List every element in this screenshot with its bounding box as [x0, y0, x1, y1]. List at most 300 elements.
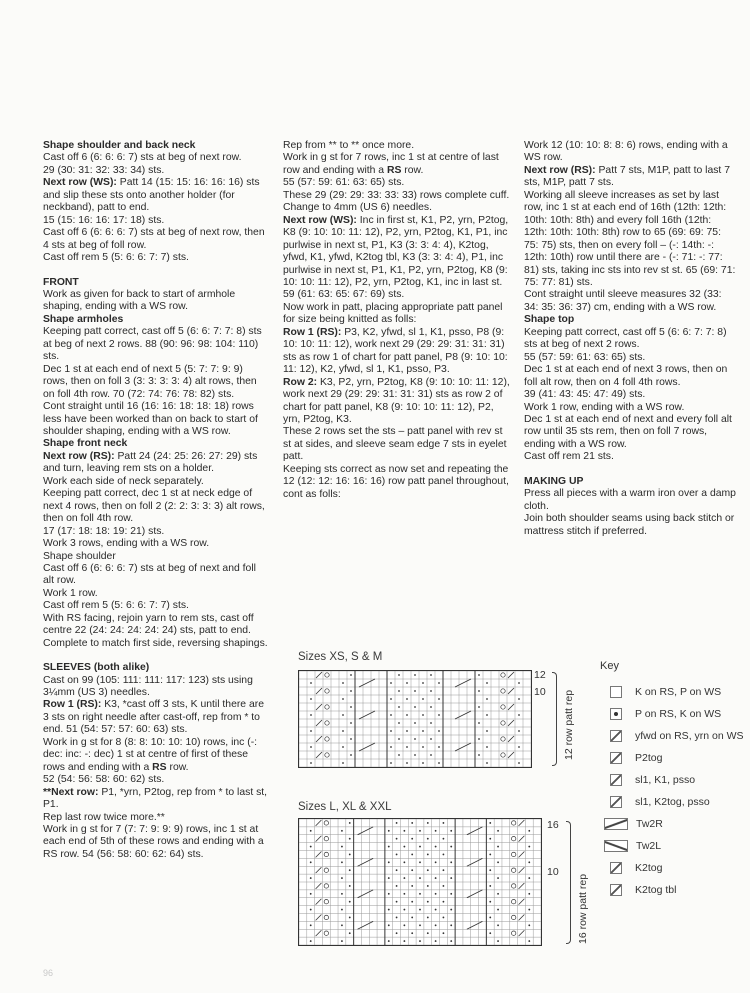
- yfwd-mark: [325, 721, 329, 725]
- purl-dot: [350, 722, 352, 724]
- purl-dot: [349, 932, 351, 934]
- purl-dot: [349, 901, 351, 903]
- key-label: yfwd on RS, yrn on WS: [635, 730, 744, 742]
- purl-dot: [388, 924, 390, 926]
- purl-dot: [411, 901, 413, 903]
- purl-dot: [518, 730, 520, 732]
- purl-dot: [310, 746, 312, 748]
- paragraph-text: Keeping patt correct, cast off 5 (6: 6: 7: 7: 8) sts at beg of next 2 rows.: [524, 326, 727, 351]
- key-label: Tw2L: [636, 840, 662, 852]
- pattern-paragraph: [43, 364, 268, 401]
- purl-dot: [438, 714, 440, 716]
- paragraph-text: Inc in first st, K1, P2, yrn, P2tog, K8 (9: 10: 10: 11: 12), P2, yrn, P2tog, K1, P1, inc purlwise in next st, P1, K3 (3: 3: 4: 4), K2tog, yfwd, K1, yfwd, K2tog tbl, K3 (3: 3: 4: 4), P1, inc purlwise in next st, P1, K1, P2, yrn, P2tog, K8 (9: 10: 10: 11: 12), P2, yrn, P2tog, K1, inc in last st. 59 (61: 63: 65: 67: 69) sts.: [283, 214, 509, 301]
- pattern-paragraph: [43, 600, 268, 612]
- chart-row-label-top: 12: [534, 669, 546, 681]
- row-heading: Row 2:: [283, 376, 318, 388]
- repeat-bracket: [552, 672, 557, 766]
- purl-dot: [427, 822, 429, 824]
- purl-dot: [489, 838, 491, 840]
- pattern-paragraph: [283, 377, 511, 427]
- key-row: [600, 708, 721, 720]
- purl-dot: [411, 838, 413, 840]
- purl-dot: [403, 940, 405, 942]
- purl-dot: [396, 901, 398, 903]
- paragraph-text: Cast off rem 5 (5: 6: 6: 7: 7) sts.: [43, 600, 189, 612]
- purl-dot: [443, 838, 445, 840]
- row-heading: Next row (WS):: [283, 214, 357, 226]
- purl-dot: [396, 917, 398, 919]
- purl-dot: [435, 909, 437, 911]
- key-label: P on RS, K on WS: [635, 708, 722, 720]
- purl-dot: [342, 698, 344, 700]
- purl-dot: [430, 690, 432, 692]
- purl-dot: [396, 822, 398, 824]
- purl-dot: [497, 877, 499, 879]
- purl-dot: [419, 830, 421, 832]
- key-label: Tw2R: [636, 818, 663, 830]
- paragraph-text: Cont straight until sleeve measures 32 (33: 34: 35: 36: 37) cm, ending with a WS row.: [524, 289, 722, 313]
- decrease-mark: [316, 672, 322, 678]
- purl-dot: [414, 706, 416, 708]
- pattern-paragraph: [43, 588, 268, 600]
- paragraph-text: Dec 1 st at each end of next and every foll alt row until 35 sts rem, then on foll 7 rows, ending with a WS row.: [524, 413, 732, 450]
- pattern-paragraph: [283, 152, 511, 177]
- purl-dot: [486, 762, 488, 764]
- paragraph-text: Change to 4mm (US 6) needles.: [283, 202, 433, 214]
- pattern-paragraph: [283, 327, 511, 377]
- paragraph-text: Work 12 (10: 10: 8: 8: 6) rows, ending with a WS row.: [524, 140, 728, 164]
- purl-dot: [406, 746, 408, 748]
- k2tog-tbl-icon: [610, 884, 622, 896]
- key-row: [600, 796, 710, 808]
- purl-dot: [450, 861, 452, 863]
- purl-dot: [427, 885, 429, 887]
- purl-dot: [414, 738, 416, 740]
- purl-dot: [350, 754, 352, 756]
- purl-dot: [450, 877, 452, 879]
- decrease-mark: [316, 899, 322, 905]
- purl-dot: [443, 822, 445, 824]
- paragraph-text: Work in g st for 7 rows, inc 1 st at centre of last row and ending with a: [283, 152, 499, 176]
- twist-mark: [467, 890, 483, 898]
- key-label: K2tog: [635, 862, 663, 874]
- paragraph-text: Cont straight until 16 (16: 16: 18: 18: 18) rows less have been worked than on back to start of shoulder shaping, ending with a WS row.: [43, 401, 258, 437]
- tw2l-icon: [604, 840, 628, 852]
- purl-dot: [435, 830, 437, 832]
- tw2r-icon: [604, 818, 628, 830]
- paragraph-text: Rep last row twice more.**: [43, 811, 165, 823]
- purl-dot: [438, 698, 440, 700]
- purl-dot: [486, 730, 488, 732]
- pattern-paragraph: [43, 326, 268, 363]
- paragraph-text: P3, K2, yfwd, sl 1, K1, psso, P8 (9: 10: 10: 11: 12), work next 29 (29: 29: 31: 31: 31) sts as row 1 of chart for patt panel, P8 (9: 10: 10: 11: 12), K2, yfwd, sl 1, K1, psso, P3.: [283, 326, 508, 376]
- key-row: [600, 686, 721, 698]
- pattern-paragraph: [43, 277, 268, 289]
- paragraph-text: row.: [166, 761, 189, 773]
- key-label: P2tog: [635, 752, 663, 764]
- purl-dot: [406, 682, 408, 684]
- purl-dot: [489, 869, 491, 871]
- purl-dot: [414, 722, 416, 724]
- purl-dot: [489, 854, 491, 856]
- purl-dot: [478, 706, 480, 708]
- purl-dot: [398, 674, 400, 676]
- pattern-paragraph: [524, 165, 736, 190]
- purl-dot: [349, 854, 351, 856]
- paragraph-text: 55 (57: 59: 61: 63: 65) sts.: [283, 177, 405, 189]
- yfwd-mark: [501, 753, 505, 757]
- yfwd-mark: [324, 821, 328, 825]
- paragraph-text: Work in g st for 7 (7: 7: 9: 9: 9) rows, inc 1 st at each end of 5th of these rows and ending with a RS row. 54 (56: 58: 60: 62: 64) sts.: [43, 824, 264, 860]
- twist-mark: [359, 711, 375, 719]
- purl-dot: [350, 738, 352, 740]
- purl-dot: [419, 893, 421, 895]
- pattern-paragraph: [43, 289, 268, 314]
- repeat-bracket: [566, 821, 571, 944]
- yfwd-mark: [511, 821, 515, 825]
- twist-mark: [467, 858, 483, 866]
- pattern-paragraph: [43, 476, 268, 488]
- paragraph-text: These 2 rows set the sts – patt panel with rev st st at sides, and sleeve seam edge 7 sts in eyelet patt.: [283, 426, 507, 463]
- purl-dot: [528, 830, 530, 832]
- purl-dot: [419, 924, 421, 926]
- k2tog-icon: [610, 862, 622, 874]
- decrease-mark: [508, 720, 514, 726]
- purl-dot: [403, 830, 405, 832]
- key-row: [600, 840, 661, 852]
- purl-dot: [414, 690, 416, 692]
- purl-dot: [528, 909, 530, 911]
- decrease-mark: [508, 688, 514, 694]
- pattern-paragraph: [43, 401, 268, 438]
- purl-dot: [528, 893, 530, 895]
- key-row: [600, 752, 662, 764]
- yfwd-mark: [511, 836, 515, 840]
- pattern-paragraph: [43, 613, 268, 650]
- pattern-paragraph: [524, 352, 736, 364]
- purl-dot: [450, 940, 452, 942]
- pattern-paragraph: [43, 812, 268, 824]
- paragraph-text: Shape shoulder and back neck: [43, 140, 196, 151]
- decrease-mark: [519, 820, 525, 826]
- key-label: K on RS, P on WS: [635, 686, 722, 698]
- purl-dot: [443, 854, 445, 856]
- key-label: sl1, K1, psso: [635, 774, 696, 786]
- row-heading: Next row (RS):: [43, 450, 115, 462]
- purl-dot: [341, 909, 343, 911]
- yfwd-mark: [501, 689, 505, 693]
- chart-repeat-label: 12 row patt rep: [563, 689, 575, 760]
- column-middle: [283, 140, 511, 501]
- purl-dot: [406, 714, 408, 716]
- purl-dot: [435, 924, 437, 926]
- twist-mark: [358, 858, 374, 866]
- column-right: [524, 140, 736, 538]
- key-row: [600, 818, 663, 830]
- p2tog-icon: [610, 752, 622, 764]
- purl-dot: [443, 917, 445, 919]
- purl-dot: [411, 869, 413, 871]
- page-number: 96: [43, 968, 54, 978]
- purl-dot: [419, 940, 421, 942]
- row-heading: Next row (RS):: [524, 164, 596, 176]
- purl-dot: [450, 830, 452, 832]
- purl-dot: [349, 838, 351, 840]
- purl-dot: [478, 722, 480, 724]
- pattern-paragraph: [524, 289, 736, 314]
- paragraph-text: 55 (57: 59: 61: 63: 65) sts.: [524, 351, 646, 363]
- purl-dot: [388, 893, 390, 895]
- purl-dot: [528, 877, 530, 879]
- purl-dot: [388, 909, 390, 911]
- yfwd-mark: [324, 899, 328, 903]
- pattern-paragraph: [283, 302, 511, 327]
- purl-dot: [396, 885, 398, 887]
- yfwd-mark: [324, 884, 328, 888]
- pattern-paragraph: [43, 563, 268, 588]
- yfwd-mark: [501, 721, 505, 725]
- purl-dot: [411, 885, 413, 887]
- purl-dot: [430, 706, 432, 708]
- paragraph-text: Cast on 99 (105: 111: 111: 117: 123) sts using 3¼mm (US 3) needles.: [43, 674, 253, 699]
- purl-dot: [497, 830, 499, 832]
- purl-dot: [403, 924, 405, 926]
- purl-dot: [341, 940, 343, 942]
- chart-row-label-top: 16: [547, 819, 559, 831]
- purl-dot: [422, 762, 424, 764]
- key-label: K2tog tbl: [635, 884, 677, 896]
- purl-dot: [497, 909, 499, 911]
- purl-dot: [411, 917, 413, 919]
- twist-mark: [467, 921, 483, 929]
- emphasis: RS: [386, 164, 402, 176]
- decrease-mark: [316, 930, 322, 936]
- yfwd-mark: [501, 705, 505, 709]
- chart-grid-small: [298, 670, 532, 768]
- purl-dot: [350, 674, 352, 676]
- row-heading: Row 1 (RS):: [43, 699, 102, 711]
- purl-dot: [435, 861, 437, 863]
- yfwd-mark: [501, 737, 505, 741]
- purl-dot: [310, 940, 312, 942]
- purl-dot: [406, 762, 408, 764]
- pattern-paragraph: [524, 476, 736, 488]
- chart-key: [600, 660, 745, 896]
- yfwd-mark: [325, 737, 329, 741]
- twist-mark: [358, 921, 374, 929]
- purl-dot: [390, 746, 392, 748]
- twist-mark: [358, 890, 374, 898]
- decrease-mark: [508, 752, 514, 758]
- key-row: [600, 774, 695, 786]
- paragraph-text: Cast off rem 5 (5: 6: 6: 7: 7) sts.: [43, 252, 189, 264]
- yfwd-mark: [325, 673, 329, 677]
- purl-dot: [342, 714, 344, 716]
- yfwd-mark: [325, 689, 329, 693]
- purl-dot: [411, 822, 413, 824]
- yfwd-mark: [511, 931, 515, 935]
- decrease-mark: [519, 930, 525, 936]
- yfwd-mark: [511, 884, 515, 888]
- paragraph-text: Keeping patt correct, cast off 5 (6: 6: 7: 7: 8) sts at beg of next 2 rows. 88 (90: 96: 98: 104: 110) sts.: [43, 326, 262, 363]
- purl-dot: [350, 690, 352, 692]
- purl-dot: [396, 869, 398, 871]
- purl-dot: [398, 738, 400, 740]
- emphasis: RS: [152, 761, 167, 773]
- chart-repeat-label: 16 row patt rep: [577, 873, 589, 944]
- paragraph-text: With RS facing, rejoin yarn to rem sts, cast off centre 22 (24: 24: 24: 24: 24) sts, patt to end. Complete to match first side, reversing shapings.: [43, 612, 268, 649]
- purl-dot: [341, 846, 343, 848]
- pattern-paragraph: [524, 414, 736, 451]
- purl-dot: [390, 682, 392, 684]
- purl-dot: [310, 830, 312, 832]
- paragraph-text: row.: [401, 164, 424, 176]
- paragraph-text: Cast off 6 (6: 6: 6: 7) sts at beg of next row.: [43, 152, 242, 164]
- purl-dot: [398, 690, 400, 692]
- purl-dot: [497, 940, 499, 942]
- purl-dot: [390, 730, 392, 732]
- pattern-paragraph: [524, 389, 736, 401]
- decrease-mark: [316, 688, 322, 694]
- chart-title-large: Sizes L, XL & XXL: [298, 801, 392, 813]
- purl-dot: [310, 861, 312, 863]
- purl-dot: [427, 854, 429, 856]
- purl-dot: [349, 917, 351, 919]
- paragraph-text: K3, *cast off 3 sts, K until there are 3 sts on right needle after cast-off, rep from * to end. 51 (54: 57: 57: 60: 63) sts.: [43, 699, 264, 736]
- pattern-paragraph: [524, 364, 736, 389]
- yfwd-mark: [511, 899, 515, 903]
- purl-dot: [342, 730, 344, 732]
- paragraph-text: Work as given for back to start of armhole shaping, ending with a WS row.: [43, 288, 236, 313]
- pattern-paragraph: [43, 227, 268, 252]
- purl-dot: [518, 762, 520, 764]
- pattern-paragraph: [524, 140, 736, 165]
- purl-dot: [388, 877, 390, 879]
- paragraph-text: Cast off 6 (6: 6: 6: 7) sts at beg of next row, then 4 sts at beg of foll row.: [43, 227, 265, 251]
- purl-dot: [411, 854, 413, 856]
- paragraph-text: Work each side of neck separately.: [43, 475, 204, 487]
- purl-dot: [310, 877, 312, 879]
- paragraph-text: 29 (30: 31: 32: 33: 34) sts.: [43, 164, 165, 176]
- pattern-paragraph: [43, 787, 268, 812]
- purl-dot: [398, 754, 400, 756]
- sl1-k1-psso-icon: [610, 774, 622, 786]
- purl-dot: [489, 932, 491, 934]
- purl-dot: [342, 682, 344, 684]
- yfwd-mark: [511, 852, 515, 856]
- purl-dot: [349, 885, 351, 887]
- pattern-paragraph: [524, 451, 736, 463]
- purl-dot: [341, 861, 343, 863]
- pattern-paragraph: [524, 488, 736, 513]
- purl-dot: [450, 846, 452, 848]
- paragraph-text: Shape front neck: [43, 438, 128, 450]
- purl-dot: [438, 762, 440, 764]
- paragraph-text: Shape top: [524, 314, 575, 326]
- row-heading: Row 1 (RS):: [283, 326, 342, 338]
- purl-dot: [497, 846, 499, 848]
- purl-dot: [398, 706, 400, 708]
- pattern-paragraph: [43, 737, 268, 774]
- chart-row-label-mid: 10: [547, 866, 559, 878]
- paragraph-text: Patt 14 (15: 15: 16: 16: 16) sts and slip these sts onto another holder (for neckband), patt to end.: [43, 177, 260, 214]
- yfwd-mark: [324, 852, 328, 856]
- purl-dot: [403, 877, 405, 879]
- paragraph-text: 39 (41: 43: 45: 47: 49) sts.: [524, 389, 646, 401]
- purl-dot: [443, 869, 445, 871]
- paragraph-text: Cast off 6 (6: 6: 6: 7) sts at beg of next and foll alt row.: [43, 562, 256, 587]
- yfwd-mark: [501, 673, 505, 677]
- purl-dot: [341, 924, 343, 926]
- yfwd-mark: [511, 868, 515, 872]
- purl-dot: [489, 822, 491, 824]
- purl-dot: [489, 901, 491, 903]
- yfwd-mark: [325, 705, 329, 709]
- chart-row-label-mid: 10: [534, 686, 546, 698]
- purl-dot: [443, 932, 445, 934]
- chart-title-small: Sizes XS, S & M: [298, 651, 383, 663]
- pattern-paragraph: [524, 513, 736, 538]
- purl-dot: [422, 698, 424, 700]
- yfwd-mark: [324, 931, 328, 935]
- decrease-mark: [316, 752, 322, 758]
- yfwd-mark: [511, 915, 515, 919]
- paragraph-text: Cast off rem 21 sts.: [524, 451, 614, 463]
- purl-dot: [430, 674, 432, 676]
- purl-dot: [528, 940, 530, 942]
- purl-dot: [390, 698, 392, 700]
- purl-dot: [349, 869, 351, 871]
- purl-dot: [427, 869, 429, 871]
- paragraph-text: Patt 24 (24: 25: 26: 27: 29) sts and turn, leaving rem sts on a holder.: [43, 450, 258, 475]
- pattern-paragraph: [43, 438, 268, 450]
- purl-dot: [403, 846, 405, 848]
- pattern-paragraph: [43, 526, 268, 538]
- paragraph-text: Rep from ** to ** once more.: [283, 140, 415, 151]
- pattern-paragraph: [524, 327, 736, 352]
- purl-dot: [422, 746, 424, 748]
- purl-dot: [341, 877, 343, 879]
- pattern-paragraph: [43, 824, 268, 861]
- paragraph-text: Work 1 row.: [43, 587, 98, 599]
- purl-dot: [435, 877, 437, 879]
- decrease-mark: [508, 672, 514, 678]
- purl-dot: [518, 698, 520, 700]
- purl-dot: [310, 698, 312, 700]
- purl-dot: [310, 893, 312, 895]
- pattern-paragraph: [283, 140, 511, 152]
- sl1-k2tog-psso-icon: [610, 796, 622, 808]
- purl-dot: [342, 746, 344, 748]
- paragraph-text: FRONT: [43, 276, 79, 288]
- purl-dot: [528, 846, 530, 848]
- purl-dot: [478, 754, 480, 756]
- pattern-paragraph: [283, 190, 511, 202]
- purl-dot: [486, 746, 488, 748]
- row-heading: Next row (WS):: [43, 177, 117, 189]
- paragraph-text: Work 3 rows, ending with a WS row.: [43, 538, 210, 550]
- paragraph-text: Keeping patt correct, dec 1 st at neck edge of next 4 rows, then on foll 2 (2: 2: 3: 3: 3) alt rows, then on foll 4th row.: [43, 488, 265, 525]
- purl-dot: [419, 846, 421, 848]
- decrease-mark: [316, 852, 322, 858]
- purl-dot: [422, 730, 424, 732]
- paragraph-text: SLEEVES (both alike): [43, 662, 150, 674]
- twist-mark: [455, 679, 471, 687]
- purl-dot: [406, 698, 408, 700]
- twist-mark: [455, 743, 471, 751]
- purl-dot: [427, 932, 429, 934]
- purl-dot: [450, 893, 452, 895]
